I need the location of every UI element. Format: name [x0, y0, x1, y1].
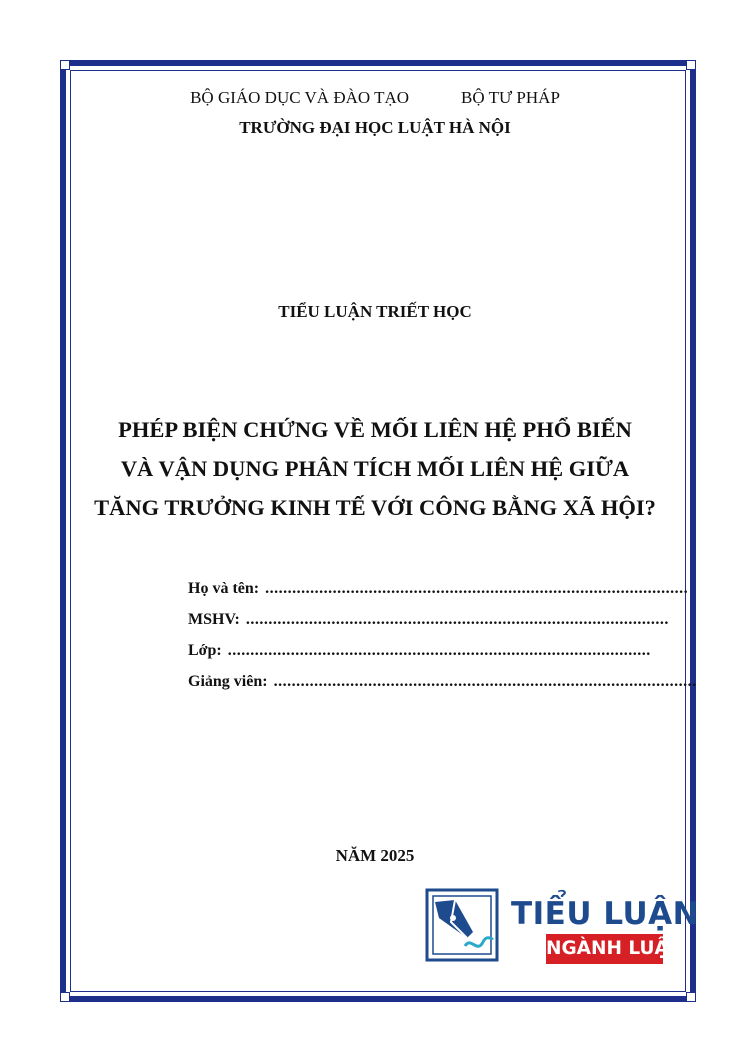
border-corner [686, 992, 696, 1002]
border-corner [60, 60, 70, 70]
document-type: TIỂU LUẬN TRIẾT HỌC [278, 302, 472, 321]
field-student-id[interactable] [188, 611, 669, 642]
title-line: PHÉP BIỆN CHỨNG VỀ MỐI LIÊN HỆ PHỔ BIẾN [118, 417, 632, 442]
field-label: MSHV: [188, 611, 240, 628]
title-line: TĂNG TRƯỞNG KINH TẾ VỚI CÔNG BẰNG XÃ HỘI? [94, 495, 656, 520]
field-label: Giảng viên: [188, 673, 268, 690]
logo-text-top: TIỂU LUẬN [511, 896, 700, 932]
field-lecturer[interactable] [188, 673, 697, 704]
fill-in-line: .............................................................................................. [245, 611, 669, 628]
school-name: TRƯỜNG ĐẠI HỌC LUẬT HÀ NỘI [239, 118, 511, 137]
field-label: Lớp: [188, 642, 222, 659]
ministry-right: BỘ TƯ PHÁP [461, 88, 560, 107]
watermark-logo [425, 888, 700, 968]
field-class[interactable] [188, 642, 651, 673]
essay-title [0, 410, 750, 527]
field-name[interactable] [188, 580, 689, 611]
year: NĂM 2025 [335, 846, 415, 865]
border-corner [686, 60, 696, 70]
field-label: Họ và tên: [188, 580, 260, 597]
pen-nib-icon [425, 888, 501, 962]
fill-in-line: .............................................................................................. [273, 673, 697, 690]
title-line: VÀ VẬN DỤNG PHÂN TÍCH MỐI LIÊN HỆ GIỮA [120, 456, 630, 481]
border-corner [60, 992, 70, 1002]
logo-text-bottom: NGÀNH LUẬT [546, 934, 663, 964]
ministry-header [0, 88, 750, 108]
ministry-left: BỘ GIÁO DỤC VÀ ĐÀO TẠO [190, 88, 410, 107]
fill-in-line: .............................................................................................. [227, 642, 651, 659]
fill-in-line: .............................................................................................. [265, 580, 689, 597]
student-info [188, 580, 697, 704]
